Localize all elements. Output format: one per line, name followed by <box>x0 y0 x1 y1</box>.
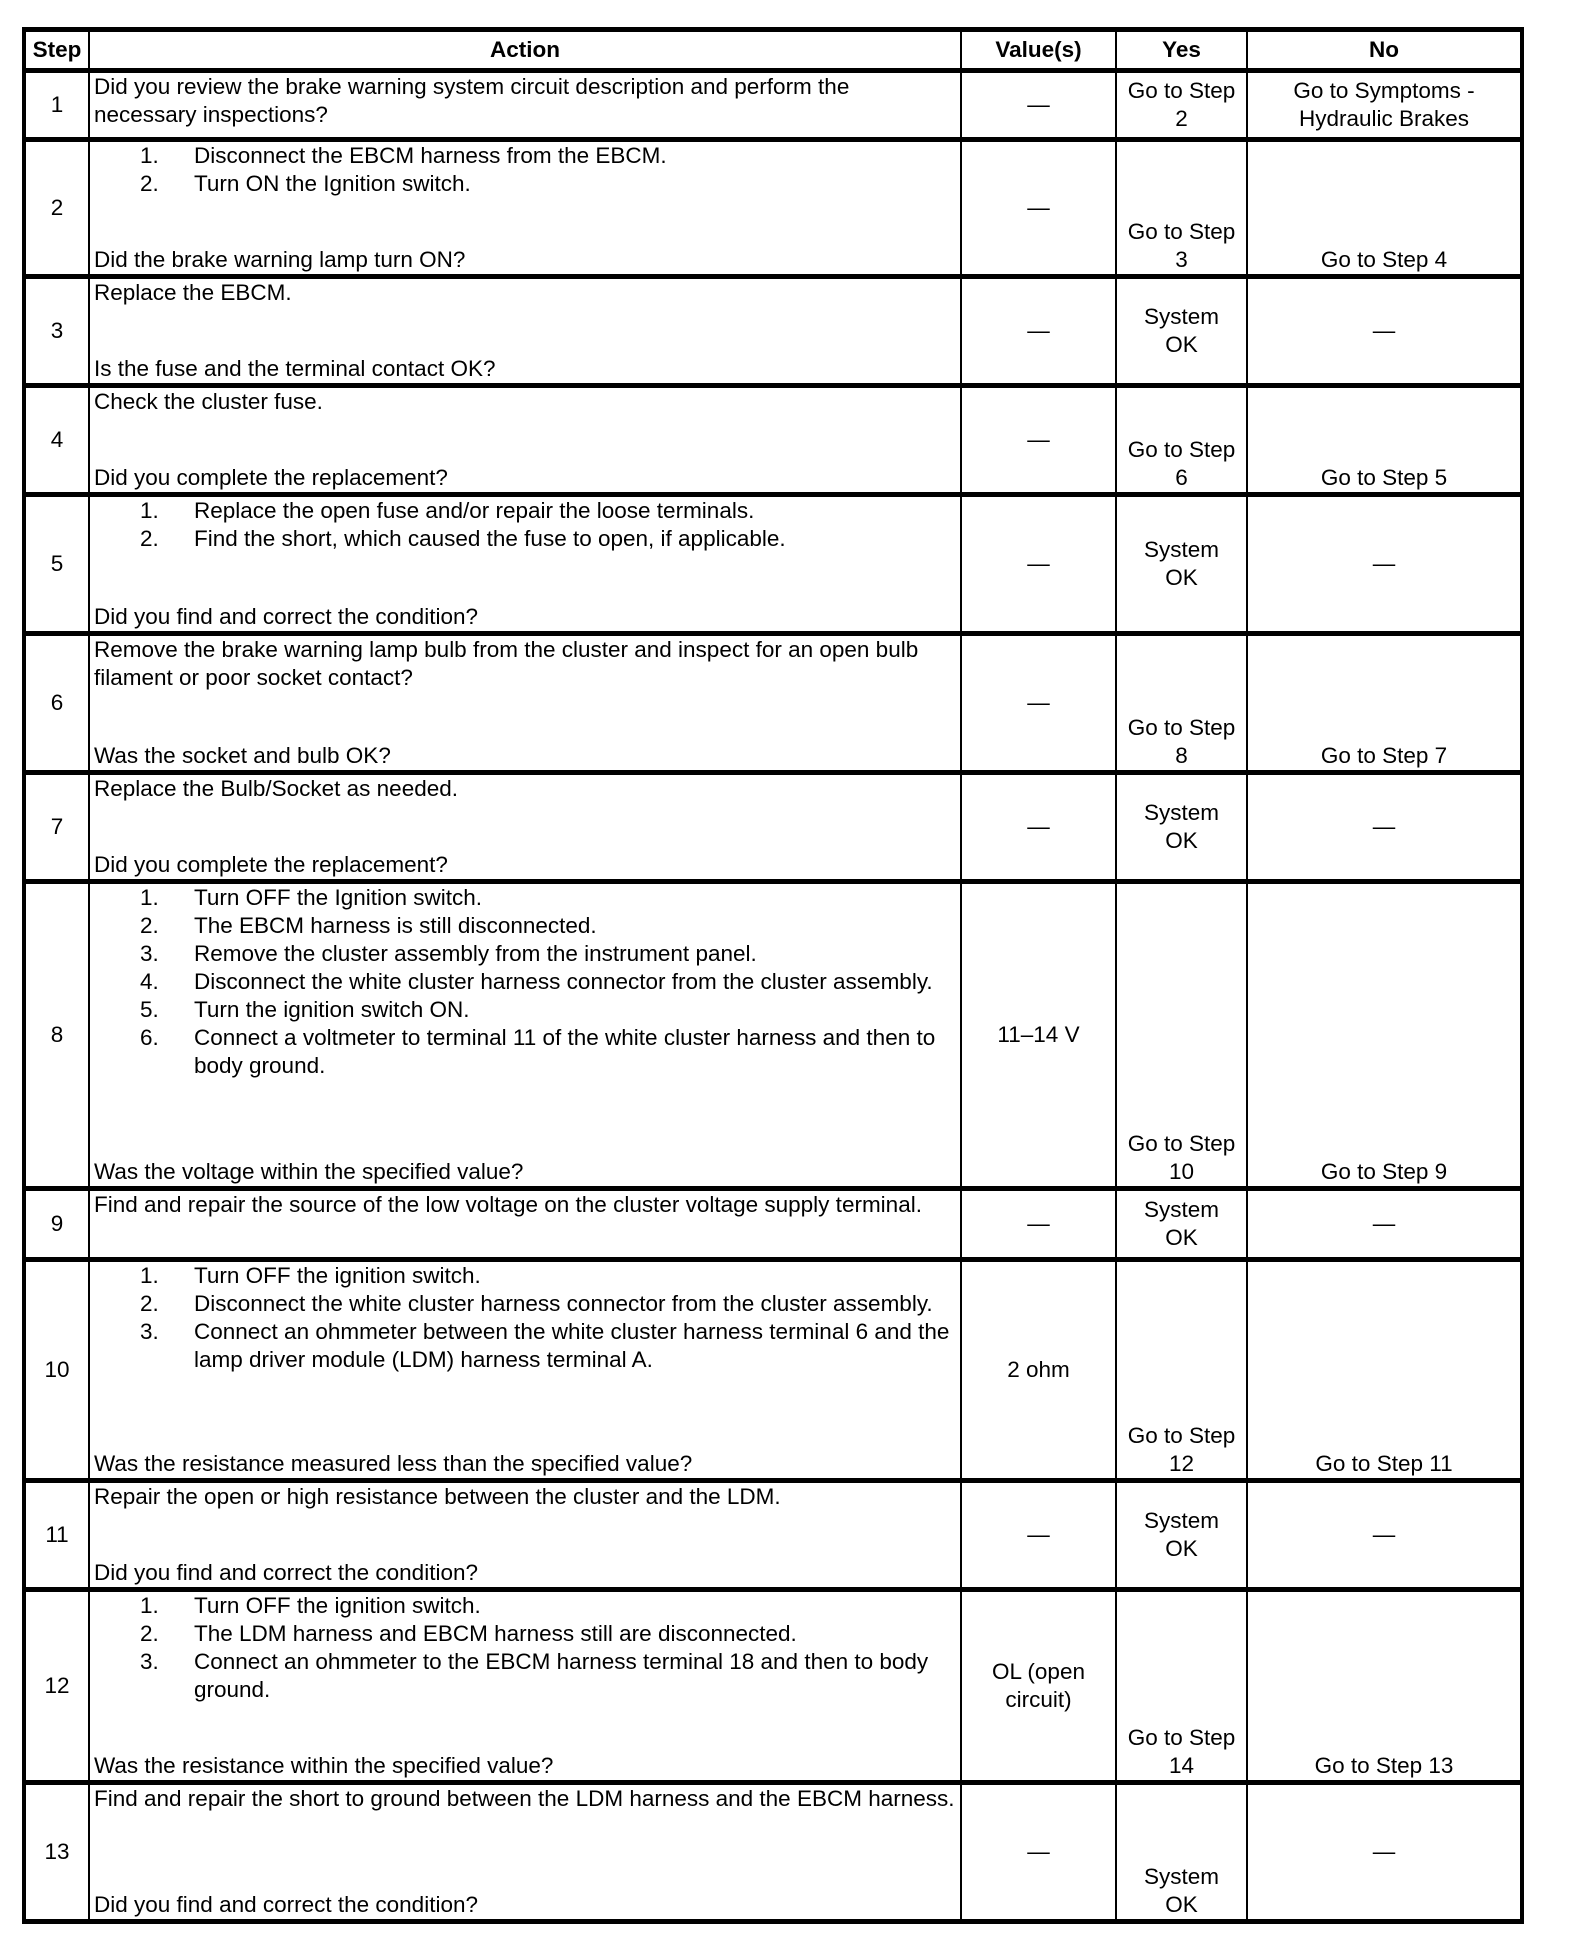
action-list-item <box>94 940 956 968</box>
action-cell <box>89 71 961 140</box>
header-step: Step <box>24 30 89 71</box>
no-cell <box>1247 1590 1522 1783</box>
value-cell <box>961 1590 1116 1783</box>
list-text: Find the short, which caused the fuse to open, if applicable. <box>194 526 786 551</box>
step-number: 1 <box>24 71 89 140</box>
list-text: Turn ON the Ignition switch. <box>194 171 471 196</box>
action-question: Did you complete the replacement? <box>94 852 448 877</box>
list-number: 2. <box>140 1621 159 1646</box>
step-number: 4 <box>24 386 89 495</box>
action-text: Replace the Bulb/Socket as needed. <box>94 776 458 801</box>
action-cell <box>89 882 961 1189</box>
table-row <box>24 71 1522 140</box>
action-list-item <box>94 1648 956 1704</box>
yes-cell <box>1116 1590 1247 1783</box>
action-list-item <box>94 1318 956 1374</box>
value-cell <box>961 495 1116 634</box>
action-list-item <box>94 1262 956 1290</box>
action-question: Is the fuse and the terminal contact OK? <box>94 356 496 381</box>
value-text: 11–14 V <box>997 1022 1080 1047</box>
step-number: 11 <box>24 1481 89 1590</box>
list-number: 3. <box>140 941 159 966</box>
list-text: The LDM harness and EBCM harness still are disconnected. <box>194 1621 797 1646</box>
list-number: 2. <box>140 171 159 196</box>
table-row <box>24 1481 1522 1590</box>
value-cell <box>961 1783 1116 1922</box>
step-number: 10 <box>24 1260 89 1481</box>
action-list-item <box>94 996 956 1024</box>
step-number: 9 <box>24 1189 89 1260</box>
list-number: 1. <box>140 885 159 910</box>
value-cell <box>961 1189 1116 1260</box>
action-list-item <box>94 1290 956 1318</box>
table-row <box>24 277 1522 386</box>
value-cell <box>961 882 1116 1189</box>
yes-cell <box>1116 277 1247 386</box>
list-number: 3. <box>140 1319 159 1344</box>
yes-cell <box>1116 1260 1247 1481</box>
value-text: — <box>1027 551 1050 576</box>
table-row <box>24 1783 1522 1922</box>
yes-text: Go to Step 10 <box>1127 1131 1236 1184</box>
yes-text: Go to Step 12 <box>1127 1423 1236 1476</box>
yes-cell <box>1116 1481 1247 1590</box>
list-text: Turn the ignition switch ON. <box>194 997 470 1022</box>
list-text: Disconnect the white cluster harness connector from the cluster assembly. <box>194 1291 933 1316</box>
yes-cell <box>1116 773 1247 882</box>
yes-text: System OK <box>1143 1508 1219 1561</box>
list-text: The EBCM harness is still disconnected. <box>194 913 597 938</box>
action-list-item <box>94 1620 956 1648</box>
yes-text: System OK <box>1143 304 1219 357</box>
value-cell <box>961 1481 1116 1590</box>
step-number: 12 <box>24 1590 89 1783</box>
action-cell <box>89 495 961 634</box>
action-list-item <box>94 142 956 170</box>
value-cell <box>961 386 1116 495</box>
value-text: — <box>1027 690 1050 715</box>
no-cell <box>1247 1481 1522 1590</box>
value-cell <box>961 1260 1116 1481</box>
action-question: Was the resistance measured less than the specified value? <box>94 1451 693 1476</box>
list-text: Disconnect the white cluster harness connector from the cluster assembly. <box>194 969 933 994</box>
value-text: — <box>1027 318 1050 343</box>
list-number: 1. <box>140 143 159 168</box>
action-list-item <box>94 1024 956 1080</box>
table-row <box>24 386 1522 495</box>
header-no: No <box>1247 30 1522 71</box>
list-number: 2. <box>140 913 159 938</box>
list-number: 5. <box>140 997 159 1022</box>
value-text: — <box>1027 427 1050 452</box>
action-text: Find and repair the short to ground between the LDM harness and the EBCM harness. <box>94 1786 955 1811</box>
value-text: — <box>1027 814 1050 839</box>
no-cell <box>1247 140 1522 277</box>
yes-cell <box>1116 1189 1247 1260</box>
list-number: 2. <box>140 526 159 551</box>
yes-text: Go to Step 14 <box>1127 1725 1236 1778</box>
step-number: 7 <box>24 773 89 882</box>
list-number: 4. <box>140 969 159 994</box>
no-cell <box>1247 1260 1522 1481</box>
list-number: 6. <box>140 1025 159 1050</box>
list-text: Disconnect the EBCM harness from the EBCM. <box>194 143 667 168</box>
table-row <box>24 140 1522 277</box>
list-text: Replace the open fuse and/or repair the loose terminals. <box>194 498 755 523</box>
no-text: — <box>1372 1522 1396 1547</box>
no-text: Go to Step 4 <box>1320 247 1448 272</box>
list-number: 1. <box>140 498 159 523</box>
table-row <box>24 1189 1522 1260</box>
value-cell <box>961 140 1116 277</box>
no-text: Go to Step 9 <box>1320 1159 1448 1184</box>
no-cell <box>1247 71 1522 140</box>
table-row <box>24 1260 1522 1481</box>
no-text: — <box>1372 1211 1396 1236</box>
action-list-item <box>94 497 956 525</box>
list-text: Turn OFF the ignition switch. <box>194 1263 481 1288</box>
value-cell <box>961 277 1116 386</box>
action-cell <box>89 1260 961 1481</box>
action-cell <box>89 386 961 495</box>
value-text: — <box>1027 195 1050 220</box>
yes-cell <box>1116 71 1247 140</box>
no-cell <box>1247 882 1522 1189</box>
table-row <box>24 634 1522 773</box>
action-cell <box>89 1590 961 1783</box>
header-action: Action <box>89 30 961 71</box>
action-text: Remove the brake warning lamp bulb from the cluster and inspect for an open bulb filament or poor socket contact? <box>94 637 919 690</box>
action-text: Replace the EBCM. <box>94 280 292 305</box>
no-text: — <box>1372 551 1396 576</box>
value-text: OL (open circuit) <box>992 1659 1085 1712</box>
step-number: 8 <box>24 882 89 1189</box>
no-cell <box>1247 1189 1522 1260</box>
list-text: Connect an ohmmeter to the EBCM harness terminal 18 and then to body ground. <box>194 1649 929 1702</box>
step-number: 6 <box>24 634 89 773</box>
step-number: 3 <box>24 277 89 386</box>
value-text: — <box>1027 1522 1050 1547</box>
action-question: Was the resistance within the specified value? <box>94 1753 554 1778</box>
no-text: Go to Step 7 <box>1320 743 1448 768</box>
action-cell <box>89 1783 961 1922</box>
yes-text: Go to Step 8 <box>1127 715 1236 768</box>
action-question: Was the socket and bulb OK? <box>94 743 391 768</box>
value-cell <box>961 71 1116 140</box>
action-text: Did you review the brake warning system circuit description and perform the necessary inspections? <box>94 74 850 127</box>
action-cell <box>89 1481 961 1590</box>
no-cell <box>1247 634 1522 773</box>
table-row <box>24 773 1522 882</box>
action-question: Was the voltage within the specified value? <box>94 1159 524 1184</box>
action-cell <box>89 1189 961 1260</box>
list-number: 1. <box>140 1263 159 1288</box>
table-row <box>24 882 1522 1189</box>
step-number: 5 <box>24 495 89 634</box>
action-question: Did you complete the replacement? <box>94 465 448 490</box>
value-text: — <box>1027 1211 1050 1236</box>
action-cell <box>89 634 961 773</box>
no-cell <box>1247 495 1522 634</box>
yes-text: System OK <box>1143 1864 1219 1917</box>
table-row <box>24 495 1522 634</box>
step-number: 2 <box>24 140 89 277</box>
yes-text: System OK <box>1143 800 1219 853</box>
table-row <box>24 1590 1522 1783</box>
list-text: Turn OFF the ignition switch. <box>194 1593 481 1618</box>
diagnostic-table <box>22 27 1524 1924</box>
value-text: — <box>1027 92 1050 117</box>
yes-cell <box>1116 634 1247 773</box>
no-text: Go to Step 13 <box>1314 1753 1454 1778</box>
list-text: Turn OFF the Ignition switch. <box>194 885 483 910</box>
list-number: 3. <box>140 1649 159 1674</box>
action-question: Did you find and correct the condition? <box>94 1560 478 1585</box>
action-list-item <box>94 968 956 996</box>
list-text: Remove the cluster assembly from the instrument panel. <box>194 941 757 966</box>
list-number: 2. <box>140 1291 159 1316</box>
no-text: Go to Step 5 <box>1320 465 1448 490</box>
no-cell <box>1247 1783 1522 1922</box>
action-cell <box>89 140 961 277</box>
no-cell <box>1247 277 1522 386</box>
yes-text: System OK <box>1143 1197 1219 1250</box>
step-number: 13 <box>24 1783 89 1922</box>
yes-cell <box>1116 882 1247 1189</box>
no-text: — <box>1372 318 1396 343</box>
yes-cell <box>1116 1783 1247 1922</box>
yes-cell <box>1116 386 1247 495</box>
action-text: Find and repair the source of the low voltage on the cluster voltage supply terminal. <box>94 1192 922 1217</box>
action-cell <box>89 773 961 882</box>
yes-text: Go to Step 6 <box>1127 437 1236 490</box>
list-text: Connect an ohmmeter between the white cluster harness terminal 6 and the lamp driver module (LDM) harness terminal A. <box>194 1319 950 1372</box>
yes-text: Go to Step 2 <box>1127 78 1236 131</box>
no-text: — <box>1372 1839 1396 1864</box>
yes-cell <box>1116 140 1247 277</box>
no-text: Go to Symptoms - Hydraulic Brakes <box>1293 78 1475 131</box>
action-question: Did the brake warning lamp turn ON? <box>94 247 466 272</box>
header-row <box>24 30 1522 71</box>
yes-text: Go to Step 3 <box>1127 219 1236 272</box>
list-text: Connect a voltmeter to terminal 11 of the white cluster harness and then to body ground. <box>194 1025 936 1078</box>
value-cell <box>961 634 1116 773</box>
no-text: Go to Step 11 <box>1315 1451 1453 1476</box>
list-number: 1. <box>140 1593 159 1618</box>
action-list-item <box>94 884 956 912</box>
value-text: — <box>1027 1839 1050 1864</box>
action-list-item <box>94 170 956 198</box>
header-yes: Yes <box>1116 30 1247 71</box>
action-list-item <box>94 1592 956 1620</box>
action-list-item <box>94 912 956 940</box>
action-text: Check the cluster fuse. <box>94 389 323 414</box>
action-text: Repair the open or high resistance between the cluster and the LDM. <box>94 1484 781 1509</box>
table-body <box>24 71 1522 1922</box>
value-cell <box>961 773 1116 882</box>
value-text: 2 ohm <box>1007 1357 1070 1382</box>
action-question: Did you find and correct the condition? <box>94 1892 478 1917</box>
action-question: Did you find and correct the condition? <box>94 604 478 629</box>
no-text: — <box>1372 814 1396 839</box>
yes-text: System OK <box>1143 537 1219 590</box>
action-cell <box>89 277 961 386</box>
action-list-item <box>94 525 956 553</box>
no-cell <box>1247 773 1522 882</box>
header-values: Value(s) <box>961 30 1116 71</box>
yes-cell <box>1116 495 1247 634</box>
no-cell <box>1247 386 1522 495</box>
